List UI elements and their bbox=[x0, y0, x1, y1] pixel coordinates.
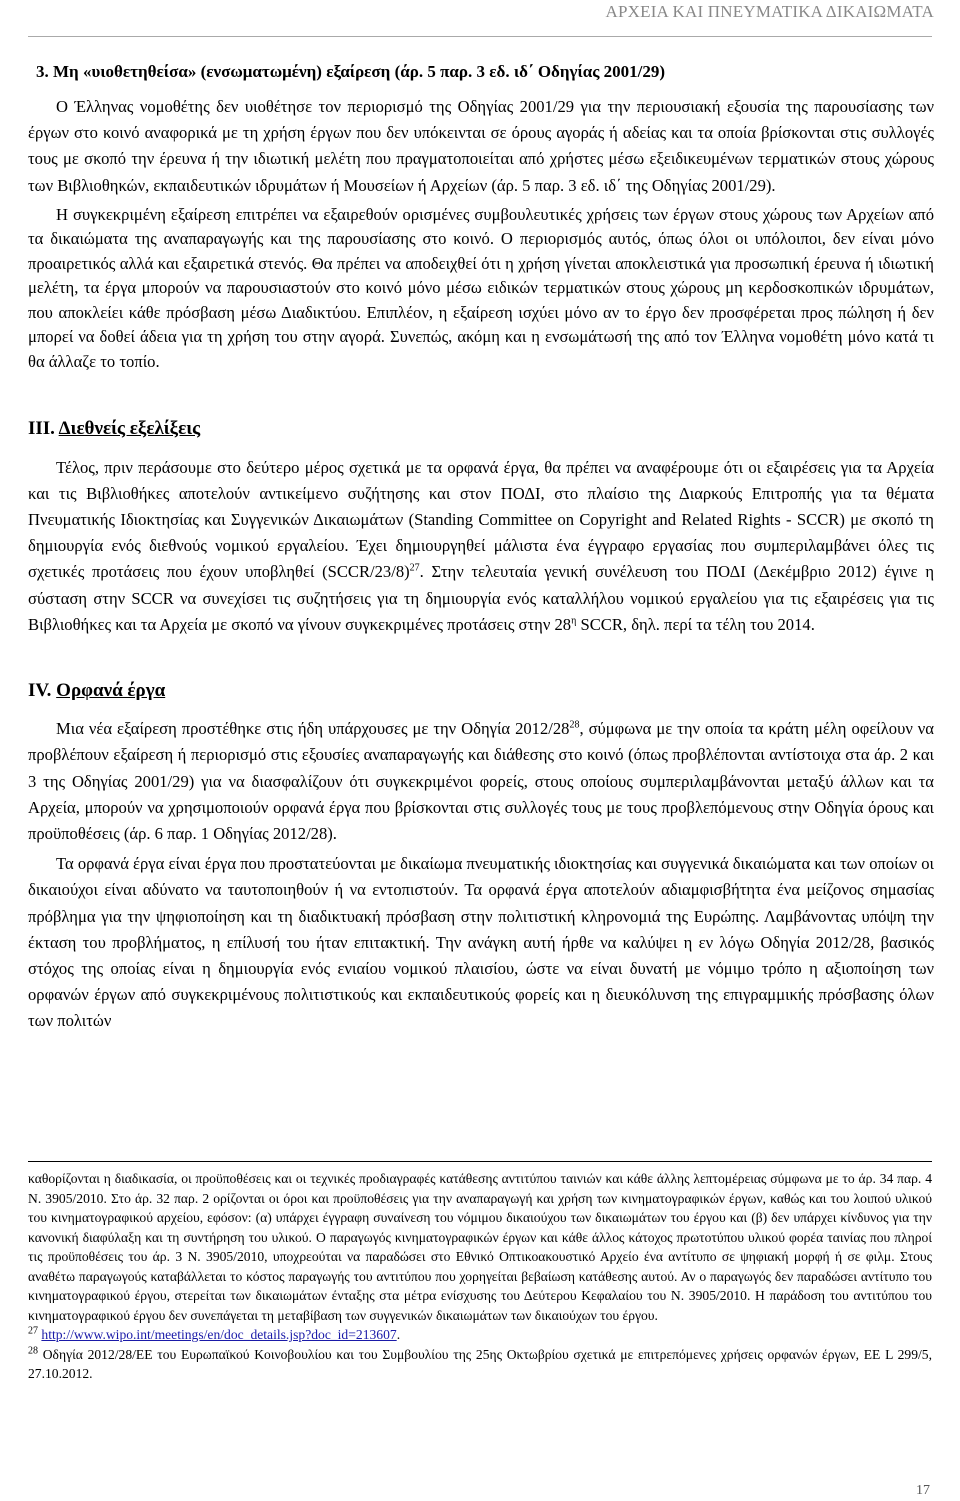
section-iii-text-a: Τέλος, πριν περάσουμε στο δεύτερο μέρος σχετικά με τα ορφανά έργα, θα πρέπει να αναφέρουμε ότι οι εξαιρέσεις για τα Αρχεία και τις Βιβλιοθήκες αποτελούν αντικείμενο συζήτησης και στον ΠΟΔΙ, στο πλαίσιο της Διαρκούς Επιτροπής για τα θέματα Πνευματικής Ιδιοκτησίας και Συγγενικών Δικαιωμάτων (Standing Committee on Copyright and Related Rights - SCCR) με σκοπό τη δημιουργία ενός διεθνούς νομικού εργαλείου. Έχει δημιουργηθεί μάλιστα ένα έγγραφο εργασίας που συμπεριλαμβάνει όλες τις σχετικές προτάσεις που έχουν υποβληθεί (SCCR/23/8) bbox=[28, 457, 934, 582]
footnote-27 bbox=[28, 1325, 932, 1345]
footnote-27-period: . bbox=[396, 1327, 401, 1342]
footnote-27-number: 27 bbox=[28, 1325, 38, 1337]
section3-paragraph-2: Η συγκεκριμένη εξαίρεση επιτρέπει να εξαιρεθούν ορισμένες συμβουλευτικές χρήσεις των έργων στους χώρους των Αρχείων από τα δικαιώματα της αναπαραγωγής και της παρουσίασης στο κοινό. Ο περιορισμός αυτός, όπως όλοι οι υπόλοιποι, δεν είναι μόνο προαιρετικός αλλά και εξαιρετικά στενός. Θα πρέπει να αποδειχθεί ότι η χρήση γίνεται αποκλειστικά για προσωπική έρευνα ή ιδιωτική μελέτη, τα έργα μπορούν να παρουσιαστούν στο κοινό μόνο μέσω ειδικών τερματικών στους χώρους μη κερδοσκοπικών ιδρυμάτων, που αποκλείει κάθε πρόσβαση μέσω Διαδικτύου. Επιπλέον, η εξαίρεση ισχύει μόνο αν το έργο δεν προσφέρεται προς πώληση ή δεν μπορεί να δοθεί άδεια για τη χρήση του στην αγορά. Συνεπώς, ακόμη και η ενσωμάτωσή της από τον Έλληνα νομοθέτη μόνο κατά τι θα άλλαζε το τοπίο. bbox=[28, 204, 934, 371]
ordinal-superscript: η bbox=[571, 615, 577, 627]
footnote-ref-27[interactable]: 27 bbox=[409, 562, 420, 574]
section-iv-numeral: IV. bbox=[28, 679, 52, 701]
footnote-ref-28[interactable]: 28 bbox=[569, 719, 580, 731]
section-iii-paragraph-1 bbox=[28, 455, 934, 638]
section-iii-numeral: III. bbox=[28, 418, 55, 440]
section-iv-paragraph-2: Τα ορφανά έργα είναι έργα που προστατεύονται με δικαίωμα πνευματικής ιδιοκτησίας και συγγενικά δικαιώματα και των οποίων οι δικαιούχοι είναι αδύνατο να ταυτοποιηθούν ή να εντοπιστούν. Τα ορφανά έργα αποτελούν αδιαμφισβήτητα ένα μείζονος σημασίας πρόβλημα για την ψηφιοποίηση και τη διαδικτυακή πρόσβαση στην πολιτιστική κληρονομιά της Ευρώπης. Λαμβάνοντας υπόψη την έκταση του προβλήματος, η επίλυσή του ήταν επιτακτική. Την ανάγκη αυτή ήρθε να καλύψει η εν λόγω Οδηγία 2012/28, βασικός στόχος της οποίας είναι η δημιουργία ενός ενιαίου νομικού πλαισίου, ώστε να είναι δυνατή με νόμιμο τρόπο η αξιοποίηση των ορφανών έργων από συγκεκριμένους πολιτιστικούς και εκπαιδευτικούς φορείς και η διευκόλυνση της επιγραμμικής πρόσβασης όλων των πολιτών bbox=[28, 854, 934, 1031]
footnotes bbox=[28, 1169, 932, 1384]
footnote-continuation: καθορίζονται η διαδικασία, οι προϋποθέσεις και οι τεχνικές προδιαγραφές κατάθεσης αντιτύπου ταινιών και κάθε άλλης λεπτομέρειας σύμφωνα με το άρ. 34 παρ. 4 Ν. 3905/2010. Στο άρ. 32 παρ. 2 ορίζονται οι όροι και προϋποθέσεις για την αναπαραγωγή και χρήση των κινηματογραφικών έργων, καθώς και του λοιπού υλικού του κινηματογραφικού αρχείου, εφόσον: (α) υπάρχει έγγραφη συναίνεση του νόμιμου δικαιούχου των δικαιωμάτων του έργου και (β) δεν υπάρχει κίνδυνος για την κανονική διαφύλαξη και τη συντήρηση του υλικού. Ο παραγωγός κινηματογραφικών έργων και κάθε άλλος κάτοχος πρωτοτύπου υλικού φορέα ταινίας που πληροί τις προϋποθέσεις του άρ. 3 Ν. 3905/2010, υποχρεούται να παραδώσει στο Εθνικό Οπτικοακουστικό Αρχείο ένα αντίτυπο σε ψηφιακή μορφή ή σε φιλμ. Στους αναθέτω παραγωγούς καταβάλλεται το κόστος παραγωγής του αντιτύπου που χορηγείται βεβαίωση κατάθεσης αυτού. Αν ο παραγωγός δεν παραδώσει αντίτυπο του κινηματογραφικού έργου, στερείται των δικαιωμάτων ένταξης στα μέτρα ενίσχυσης του Δεύτερου Κεφαλαίου του Ν. 3905/2010. Η παράδοση του αντιτύπου του κινηματογραφικού έργου δεν συνεπάγεται τη μεταβίβαση των συγγενικών δικαιωμάτων των δικαιούχων του έργου. bbox=[28, 1171, 932, 1323]
section-iv-text-a: Μια νέα εξαίρεση προστέθηκε στις ήδη υπάρχουσες με την Οδηγία 2012/28 bbox=[56, 719, 570, 739]
section-iv-title: Ορφανά έργα bbox=[56, 679, 166, 701]
section-iv-heading bbox=[28, 678, 934, 704]
running-header-title: ΑΡΧΕΙΑ ΚΑΙ ΠΝΕΥΜΑΤΙΚΑ ΔΙΚΑΙΩΜΑΤΑ bbox=[605, 2, 934, 21]
footnote-27-link[interactable]: http://www.wipo.int/meetings/en/doc_details.jsp?doc_id=213607 bbox=[41, 1327, 397, 1342]
section-iii-text-c: SCCR, δηλ. περί τα τέλη του 2014. bbox=[576, 614, 815, 634]
section-iii-text-b: . Στην τελευταία γενική συνέλευση του ΠΟΔΙ (Δεκέμβριο 2012) έγινε η σύσταση στην SCCR να συνεχίσει τις συζητήσεις για τη δημιουργία ενός καταλλήλου νομικού εργαλείου για τις εξαιρέσεις για τις Βιβλιοθήκες και τα Αρχεία με σκοπό να γίνουν συγκεκριμένες προτάσεις στην 28 bbox=[28, 562, 934, 634]
header-divider bbox=[28, 36, 932, 37]
footnote-28-text: Οδηγία 2012/28/ΕΕ του Ευρωπαϊκού Κοινοβουλίου και του Συμβουλίου της 25ης Οκτωβρίου σχετικά με επιτρεπόμενες χρήσεις ορφανών έργων, ΕΕ L 299/5, 27.10.2012. bbox=[28, 1346, 932, 1381]
section-iv-text-b: , σύμφωνα με την οποία τα κράτη μέλη οφείλουν να προβλέπουν εξαίρεση ή περιορισμό στις εξουσίες αναπαραγωγής και διάθεσης στο κοινό (όπως προβλέπονται αντίστοιχα στα άρ. 2 και 3 της Οδηγίας 2001/29) για να διασφαλίζουν ότι συγκεκριμένοι φορείς, στους οποίους συμπεριλαμβάνονται μεταξύ άλλων και τα Αρχεία, μπορούν να χρησιμοποιούν ορφανά έργα που βρίσκονται στις συλλογές τους με τους προβλεπόμενους στην Οδηγία όρους και προϋποθέσεις (άρ. 6 παρ. 1 Οδηγίας 2012/28). bbox=[28, 719, 934, 843]
footnote-28-number: 28 bbox=[28, 1344, 38, 1356]
section-iii-title: Διεθνείς εξελίξεις bbox=[58, 418, 201, 440]
subsection-heading: 3. Μη «υιοθετηθείσα» (ενσωματωμένη) εξαίρεση (άρ. 5 παρ. 3 εδ. ιδ΄ Οδηγίας 2001/29) bbox=[36, 62, 666, 81]
page-number: 17 bbox=[916, 1483, 930, 1498]
main-content bbox=[28, 94, 934, 1039]
footnote-divider bbox=[28, 1161, 932, 1162]
footnote-28 bbox=[28, 1345, 932, 1384]
section3-paragraph-1: Ο Έλληνας νομοθέτης δεν υιοθέτησε τον περιορισμό της Οδηγίας 2001/29 για την περιουσιακή εξουσία της παρουσίασης των έργων στο κοινό αναφορικά με τη χρήση έργων που δεν υπόκεινται σε όρους αγοράς ή αδείας και τα οποία βρίσκονται στις συλλογές τους με σκοπό την έρευνα ή την ιδιωτική μελέτη που πραγματοποιείται από χρήστες μέσω εξειδικευμένων τερματικών στους χώρους των Βιβλιοθηκών, εκπαιδευτικών ιδρυμάτων ή Μουσείων ή Αρχείων (άρ. 5 παρ. 3 εδ. ιδ΄ της Οδηγίας 2001/29). bbox=[28, 97, 934, 195]
section-iv-paragraph-1 bbox=[28, 716, 934, 847]
section-iii-heading bbox=[28, 416, 934, 442]
